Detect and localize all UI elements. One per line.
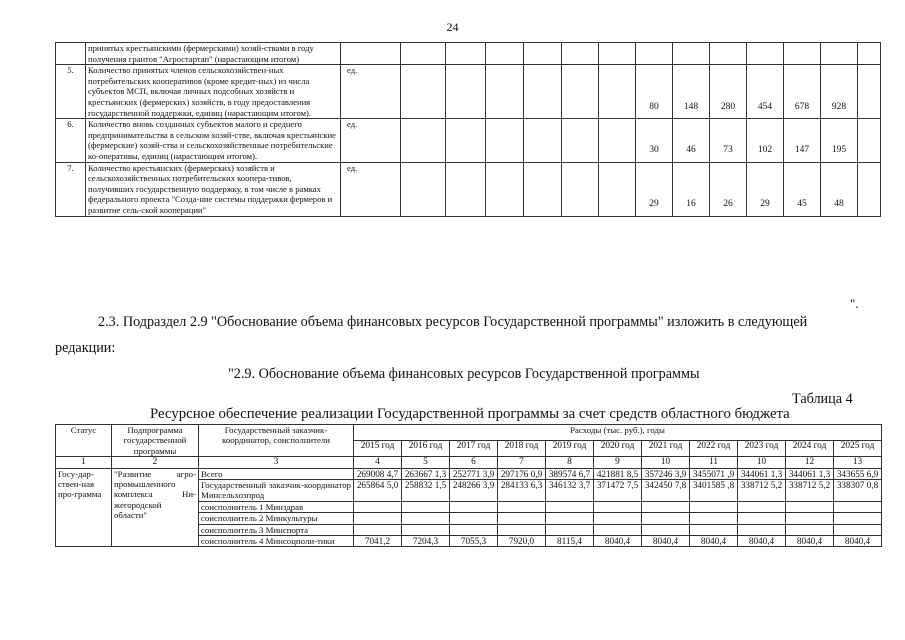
indicator-unit: [341, 43, 401, 65]
expense-value: [498, 524, 546, 535]
column-index: 13: [834, 457, 882, 468]
expense-value: [594, 501, 642, 512]
resource-row: [56, 468, 882, 479]
year-header: 2023 год: [738, 441, 786, 457]
expense-value: [354, 524, 402, 535]
expense-value: [786, 501, 834, 512]
indicator-value: 147: [784, 119, 821, 162]
empty-cell: [401, 119, 446, 162]
indicator-value: 29: [636, 162, 673, 216]
expense-value: [354, 501, 402, 512]
empty-cell: [446, 162, 486, 216]
indicator-value: 80: [636, 65, 673, 119]
indicator-value: 928: [821, 65, 858, 119]
expense-value: 342450 7,8: [642, 480, 690, 502]
expense-value: 8040,4: [834, 536, 882, 547]
expense-value: 248266 3,9: [450, 480, 498, 502]
empty-cell: [524, 119, 562, 162]
indicator-value: 29: [747, 162, 784, 216]
row-label: соисполнитель 3 Минспорта: [199, 524, 354, 535]
expense-value: [642, 501, 690, 512]
expense-value: 343655 6,9: [834, 468, 882, 479]
paragraph-line-2: редакции:: [55, 340, 116, 356]
column-index: 10: [738, 457, 786, 468]
indicator-text: Количество вновь созданных субъектов малого и среднего предпринимательства в сельском хозяй-стве, включая крестьянские (фермерские) хозяй-ства и сельскохозяйственные потребительские ко-оперативы, единиц (нарастающим итогом).: [86, 119, 341, 162]
expense-value: 344061 1,3: [738, 468, 786, 479]
expense-value: 338307 0,8: [834, 480, 882, 502]
empty-cell: [401, 162, 446, 216]
expense-value: 269008 4,7: [354, 468, 402, 479]
year-header: 2015 год: [354, 441, 402, 457]
empty-cell: [562, 43, 599, 65]
expense-value: [450, 501, 498, 512]
expense-value: [738, 513, 786, 524]
indicator-unit: ед.: [341, 65, 401, 119]
row-label: Всего: [199, 468, 354, 479]
year-header: 2021 год: [642, 441, 690, 457]
expense-value: [594, 513, 642, 524]
indicator-value: 46: [673, 119, 710, 162]
column-index: 12: [786, 457, 834, 468]
indicator-value: 148: [673, 65, 710, 119]
expense-value: 344061 1,3: [786, 468, 834, 479]
indicator-value: 48: [821, 162, 858, 216]
expense-value: [594, 524, 642, 535]
column-index: 5: [402, 457, 450, 468]
expense-value: 8040,4: [690, 536, 738, 547]
expense-value: [546, 513, 594, 524]
expense-value: 7920,0: [498, 536, 546, 547]
empty-cell: [446, 119, 486, 162]
expense-value: 7041,2: [354, 536, 402, 547]
empty-cell: [562, 65, 599, 119]
column-index: 7: [498, 457, 546, 468]
header-status: Статус: [56, 425, 112, 457]
expense-value: 338712 5,2: [738, 480, 786, 502]
closing-quote: ".: [850, 296, 859, 311]
paragraph-line-1: 2.3. Подраздел 2.9 "Обоснование объема финансовых ресурсов Государственной программы" изложить в следующей: [98, 314, 808, 330]
empty-cell: [486, 65, 524, 119]
expense-value: [834, 524, 882, 535]
empty-cell: [858, 162, 881, 216]
expense-value: 421881 8,5: [594, 468, 642, 479]
expense-value: 263667 1,3: [402, 468, 450, 479]
expense-value: 338712 5,2: [786, 480, 834, 502]
expense-value: 389574 6,7: [546, 468, 594, 479]
indicator-value: [821, 43, 858, 65]
expense-value: [642, 524, 690, 535]
expense-value: [402, 513, 450, 524]
expense-value: [834, 513, 882, 524]
column-index: 4: [354, 457, 402, 468]
empty-cell: [858, 43, 881, 65]
indicator-number: [56, 43, 86, 65]
expense-value: 297176 0,9: [498, 468, 546, 479]
row-label: соисполнитель 1 Минздрав: [199, 501, 354, 512]
indicator-row: [56, 43, 881, 65]
indicator-row: [56, 162, 881, 216]
header-program: Подпрограмма государственной программы: [112, 425, 199, 457]
year-header: 2022 год: [690, 441, 738, 457]
empty-cell: [599, 65, 636, 119]
row-label: соисполнитель 4 Минсоцпoли-тики: [199, 536, 354, 547]
indicator-value: 280: [710, 65, 747, 119]
year-header: 2018 год: [498, 441, 546, 457]
empty-cell: [446, 65, 486, 119]
indicator-unit: ед.: [341, 162, 401, 216]
expense-value: 258832 1,5: [402, 480, 450, 502]
empty-cell: [486, 119, 524, 162]
expense-value: 357246 3,9: [642, 468, 690, 479]
empty-cell: [486, 43, 524, 65]
year-header: 2024 год: [786, 441, 834, 457]
expense-value: [786, 524, 834, 535]
year-header: 2017 год: [450, 441, 498, 457]
indicators-table: [55, 42, 881, 217]
expense-value: 346132 3,7: [546, 480, 594, 502]
year-header: 2019 год: [546, 441, 594, 457]
column-index: 10: [642, 457, 690, 468]
resource-table: [55, 424, 882, 547]
indicator-text: Количество крестьянских (фермерских) хозяйств и сельскохозяйственных потребительских коопера-тивов, получивших государственную поддержку, в том числе в рамках федерального проекта "Созда-ние системы поддержки фермеров и развитие сель-ской кооперации": [86, 162, 341, 216]
expense-value: [450, 513, 498, 524]
empty-cell: [562, 162, 599, 216]
indicator-value: 73: [710, 119, 747, 162]
expense-value: [690, 501, 738, 512]
year-header: 2025 год: [834, 441, 882, 457]
page-number: 24: [446, 20, 459, 34]
row-label: Государственный заказчик-координатор Минсельхозпрод: [199, 480, 354, 502]
empty-cell: [599, 162, 636, 216]
indicator-value: [636, 43, 673, 65]
expense-value: [546, 501, 594, 512]
table-title: Ресурсное обеспечение реализации Государственной программы за счет средств областного бюджета: [150, 406, 790, 422]
year-header: 2020 год: [594, 441, 642, 457]
year-header: 2016 год: [402, 441, 450, 457]
expense-value: 371472 7,5: [594, 480, 642, 502]
expense-value: 8115,4: [546, 536, 594, 547]
empty-cell: [599, 119, 636, 162]
empty-cell: [446, 43, 486, 65]
row-label: соисполнитель 2 Минкультуры: [199, 513, 354, 524]
indicator-row: [56, 65, 881, 119]
header-expenses: Расходы (тыс. руб.), годы: [354, 425, 882, 441]
expense-value: [738, 524, 786, 535]
expense-value: [690, 524, 738, 535]
expense-value: 265864 5,0: [354, 480, 402, 502]
expense-value: 252771 3,9: [450, 468, 498, 479]
table-label: Таблица 4: [792, 391, 853, 407]
indicator-value: 26: [710, 162, 747, 216]
indicator-value: 678: [784, 65, 821, 119]
expense-value: [834, 501, 882, 512]
empty-cell: [858, 65, 881, 119]
program-status: Госу-дар-ствен-ная про-грамма: [56, 468, 112, 547]
empty-cell: [562, 119, 599, 162]
expense-value: [402, 501, 450, 512]
expense-value: 8040,4: [642, 536, 690, 547]
column-index: 8: [546, 457, 594, 468]
expense-value: 3401585 ,8: [690, 480, 738, 502]
header-customer: Государственный заказчик-координатор, соисполнители: [199, 425, 354, 457]
column-index: 2: [112, 457, 199, 468]
expense-value: 7055,3: [450, 536, 498, 547]
expense-value: [738, 501, 786, 512]
indicator-value: [673, 43, 710, 65]
program-name: "Развитие агро-промышленного комплекса Ни-жегородской области": [112, 468, 199, 547]
expense-value: 7204,3: [402, 536, 450, 547]
expense-value: [354, 513, 402, 524]
expense-value: [546, 524, 594, 535]
column-index: 3: [199, 457, 354, 468]
indicator-value: 16: [673, 162, 710, 216]
indicator-value: 30: [636, 119, 673, 162]
indicator-value: 102: [747, 119, 784, 162]
empty-cell: [524, 43, 562, 65]
empty-cell: [524, 65, 562, 119]
indicator-number: 7.: [56, 162, 86, 216]
indicator-number: 6.: [56, 119, 86, 162]
indicator-value: [710, 43, 747, 65]
expense-value: 8040,4: [738, 536, 786, 547]
indicator-value: [747, 43, 784, 65]
expense-value: [402, 524, 450, 535]
expense-value: 3455071 ,9: [690, 468, 738, 479]
column-index: 6: [450, 457, 498, 468]
indicator-unit: ед.: [341, 119, 401, 162]
expense-value: [786, 513, 834, 524]
column-index: 9: [594, 457, 642, 468]
empty-cell: [401, 43, 446, 65]
empty-cell: [486, 162, 524, 216]
empty-cell: [599, 43, 636, 65]
indicator-text: Количество принятых членов сельскохозяйствен-ных потребительских кооперативов (кроме кредит-ных) из числа субъектов МСП, включая личных подсобных хозяйств и крестьянских (фермерских) хозяйств, в году предоставления государственной поддержки, единиц (нарастающим итогом).: [86, 65, 341, 119]
indicator-value: [784, 43, 821, 65]
indicator-row: [56, 119, 881, 162]
indicator-text: принятых крестьянскими (фермерскими) хозяй-ствами в году получения грантов "Агростартап" (нарастающим итогом): [86, 43, 341, 65]
indicator-number: 5.: [56, 65, 86, 119]
indicator-value: 45: [784, 162, 821, 216]
expense-value: [690, 513, 738, 524]
expense-value: [498, 513, 546, 524]
expense-value: [498, 501, 546, 512]
expense-value: [450, 524, 498, 535]
column-index: 1: [56, 457, 112, 468]
section-heading: "2.9. Обоснование объема финансовых ресурсов Государственной программы: [228, 366, 700, 382]
expense-value: 284133 6,3: [498, 480, 546, 502]
expense-value: [642, 513, 690, 524]
expense-value: 8040,4: [594, 536, 642, 547]
column-index: 11: [690, 457, 738, 468]
indicator-value: 454: [747, 65, 784, 119]
empty-cell: [401, 65, 446, 119]
indicator-value: 195: [821, 119, 858, 162]
empty-cell: [858, 119, 881, 162]
expense-value: 8040,4: [786, 536, 834, 547]
empty-cell: [524, 162, 562, 216]
